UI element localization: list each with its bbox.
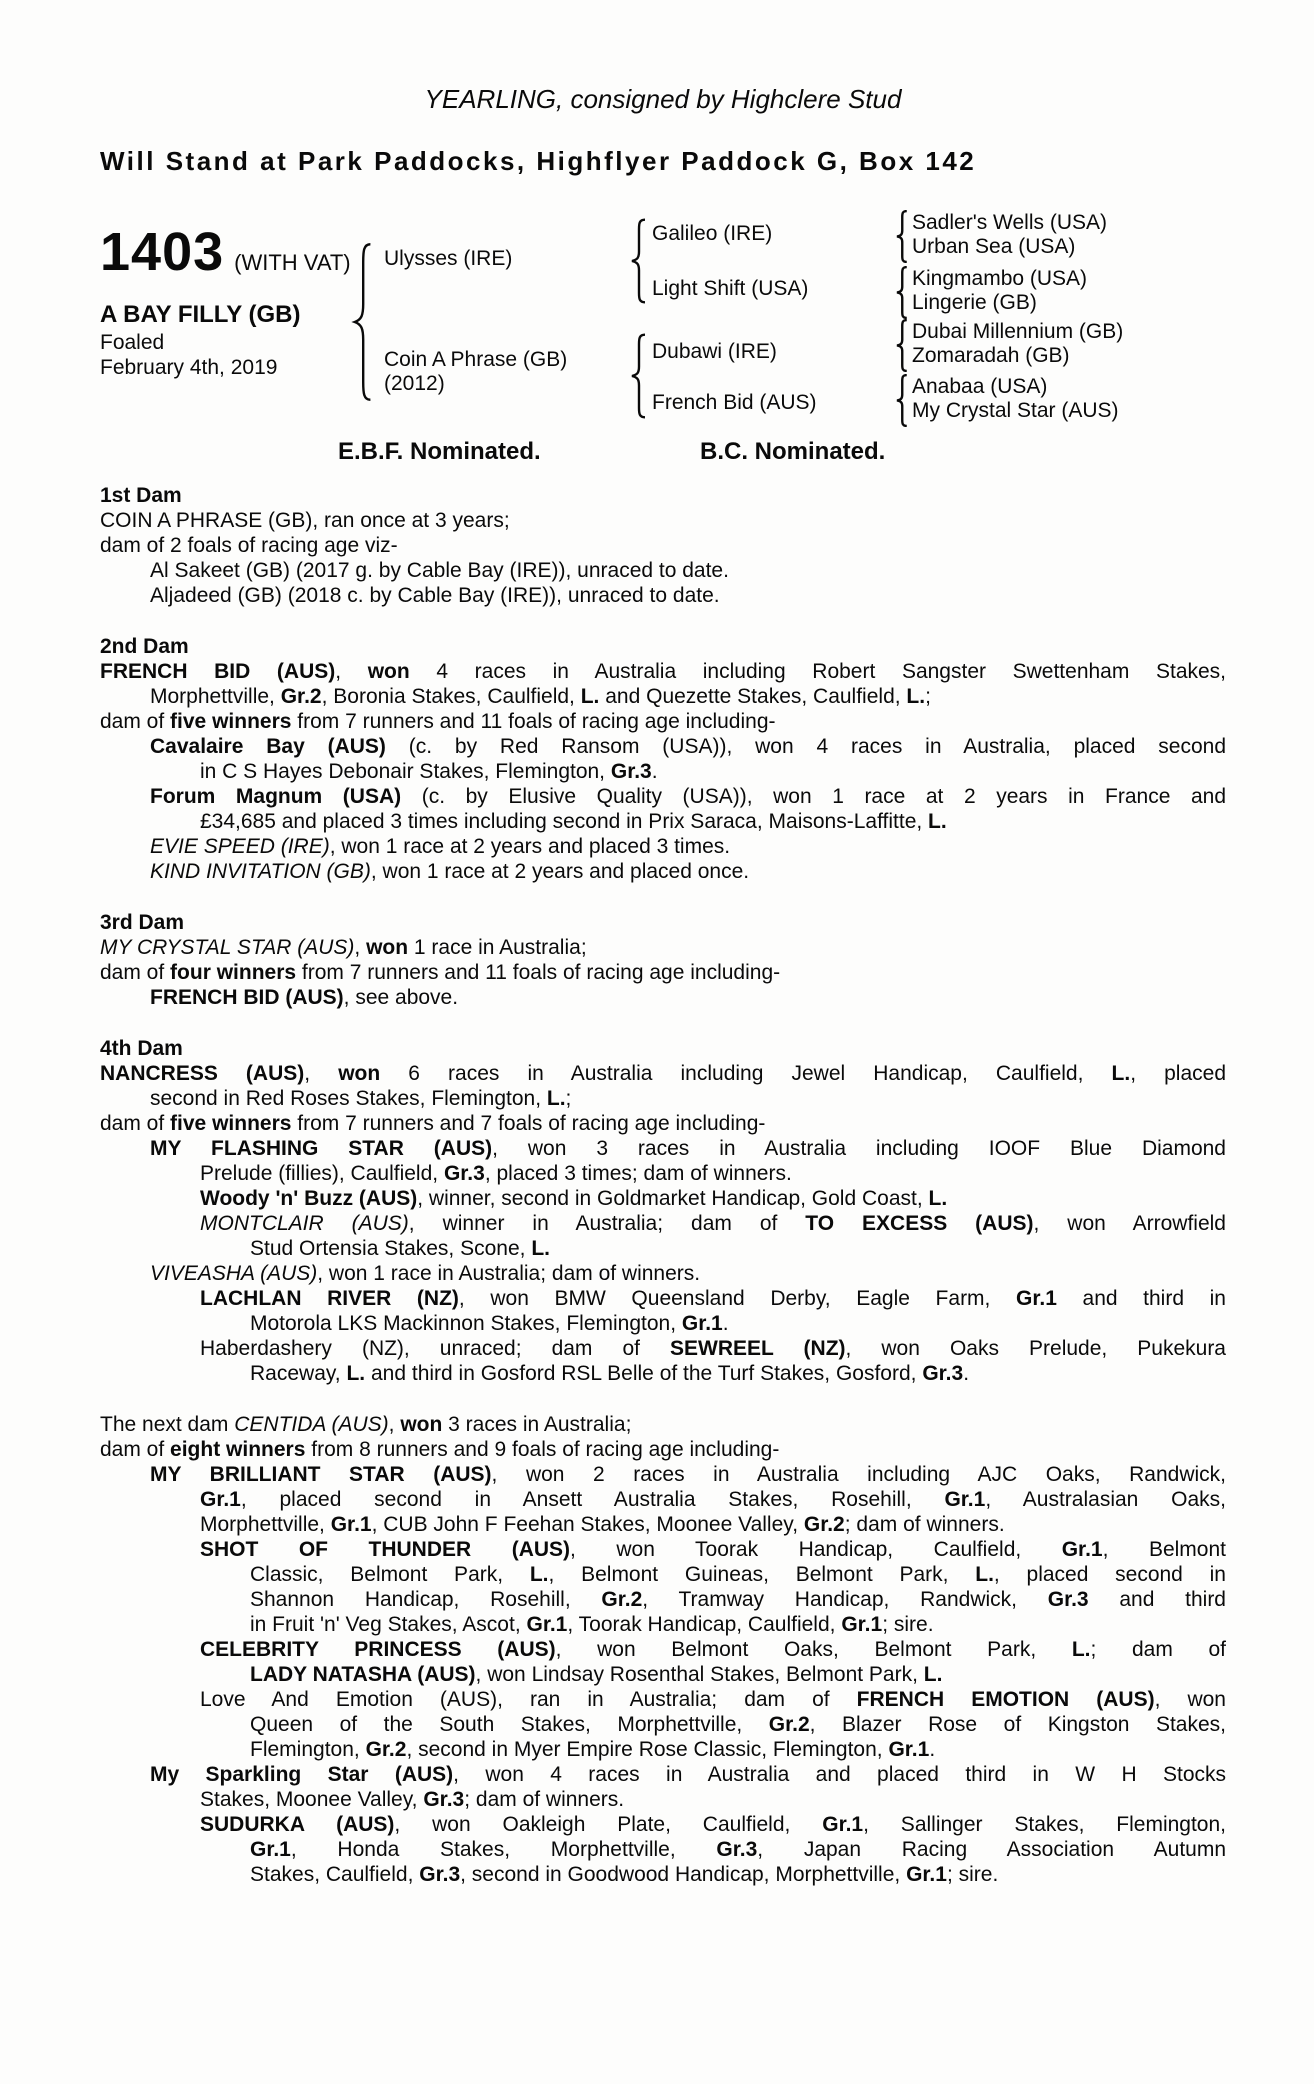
text-run: , Belmont Guineas, Belmont Park, — [548, 1563, 976, 1586]
text-run: L. — [531, 1237, 550, 1260]
text-run: , placed 3 times; dam of winners. — [484, 1162, 792, 1185]
text-run: L. — [923, 1663, 943, 1686]
text-run: in Fruit 'n' Veg Stakes, Ascot, — [250, 1613, 527, 1636]
text-run: Gr.2 — [601, 1588, 643, 1611]
catalog-line — [100, 960, 1226, 985]
catalog-line — [100, 985, 1226, 1010]
text-run: , — [335, 660, 368, 683]
text-run: (c. by Red Ransom (USA)), won 4 races in Australia, placed second — [385, 735, 1226, 758]
text-run: SHOT OF THUNDER (AUS) — [200, 1538, 571, 1561]
text-run: Gr.2 — [280, 685, 322, 708]
text-run: L. — [346, 1362, 366, 1385]
text-run: Classic, Belmont Park, — [250, 1563, 530, 1586]
catalog-line — [100, 1612, 1226, 1637]
text-run: five winners — [170, 710, 292, 733]
catalog-line — [100, 1186, 1226, 1211]
text-run: , won 1 race at 2 years and placed 3 times. — [329, 835, 731, 858]
catalog-line — [100, 1712, 1226, 1737]
text-run: in C S Hayes Debonair Stakes, Flemington, — [200, 760, 611, 783]
text-run: , winner in Australia; dam of — [408, 1212, 806, 1235]
catalog-line — [100, 1812, 1226, 1837]
text-run: MY FLASHING STAR (AUS) — [150, 1137, 493, 1160]
text-run: ; — [925, 685, 931, 708]
text-run: (c. by Elusive Quality (USA)), won 1 race at 2 years in France and — [401, 785, 1226, 808]
text-run: Gr.1 — [944, 1488, 986, 1511]
catalog-line — [100, 1537, 1226, 1562]
text-run: , won 2 races in Australia including AJC Oaks, Randwick, — [491, 1463, 1226, 1486]
text-run: , — [388, 1413, 401, 1436]
text-run: , won 1 race in Australia; dam of winners. — [317, 1262, 701, 1285]
catalog-line — [100, 1512, 1226, 1537]
text-run: Gr.3 — [423, 1788, 465, 1811]
dam-sire-name: Dubawi (IRE) — [652, 340, 777, 363]
vat-note: (WITH VAT) — [234, 250, 351, 275]
catalog-page — [0, 84, 1314, 1887]
catalog-line — [100, 659, 1226, 684]
text-run: ; dam of — [1090, 1638, 1226, 1661]
text-run: TO EXCESS (AUS) — [805, 1212, 1034, 1235]
pedigree-brace-gp3 — [894, 319, 909, 372]
dam-section — [100, 634, 1226, 884]
text-run: Gr.3 — [922, 1362, 964, 1385]
text-run: , Sallinger Stakes, Flemington, — [863, 1813, 1226, 1836]
ebf-nomination: E.B.F. Nominated. — [338, 438, 541, 465]
catalog-line — [100, 558, 1226, 583]
text-run: FRENCH BID (AUS) — [100, 660, 336, 683]
grandparent-name: My Crystal Star (AUS) — [912, 399, 1119, 422]
catalog-line — [100, 1086, 1226, 1111]
text-run: CELEBRITY PRINCESS (AUS) — [200, 1638, 556, 1661]
text-run: won — [338, 1062, 381, 1085]
text-run: Gr.2 — [768, 1713, 810, 1736]
text-run: My Sparkling Star (AUS) — [150, 1763, 454, 1786]
catalog-line — [100, 1286, 1226, 1311]
text-run: , Honda Stakes, Morphettville, — [290, 1838, 717, 1861]
dam-section — [100, 910, 1226, 1010]
text-run: Gr.1 — [888, 1738, 930, 1761]
catalog-line — [100, 1487, 1226, 1512]
consignor-header: YEARLING, consigned by Highclere Stud — [424, 84, 902, 114]
text-run: Gr.3 — [716, 1838, 758, 1861]
pedigree-brace-main — [350, 241, 374, 403]
text-run: , won Toorak Handicap, Caulfield, — [570, 1538, 1062, 1561]
text-run: EVIE SPEED (IRE) — [150, 835, 330, 858]
text-run: VIVEASHA (AUS) — [150, 1262, 318, 1285]
text-run: £34,685 and placed 3 times including second in Prix Saraca, Maisons-Laffitte, — [200, 810, 929, 833]
text-run: Gr.3 — [443, 1162, 485, 1185]
text-run: , won Belmont Oaks, Belmont Park, — [555, 1638, 1072, 1661]
catalog-line — [100, 508, 1226, 533]
text-run: Shannon Handicap, Rosehill, — [250, 1588, 602, 1611]
catalog-line — [100, 784, 1226, 809]
section-heading: 1st Dam — [100, 484, 182, 507]
text-run: Gr.1 — [906, 1863, 947, 1886]
text-run: L. — [546, 1087, 566, 1110]
text-run: L. — [580, 685, 600, 708]
lot-line — [100, 222, 351, 282]
lot-number: 1403 — [100, 222, 225, 282]
text-run: L. — [1071, 1638, 1091, 1661]
text-run: , won Lindsay Rosenthal Stakes, Belmont Park, — [475, 1663, 924, 1686]
text-run: Gr.3 — [419, 1863, 461, 1886]
text-run: Gr.3 — [610, 760, 652, 783]
text-run: Stud Ortensia Stakes, Scone, — [250, 1237, 532, 1260]
text-run: Gr.1 — [681, 1312, 723, 1335]
text-run: , won 1 race at 2 years and placed once. — [370, 860, 750, 883]
text-run: won — [400, 1413, 443, 1436]
catalog-line — [100, 1061, 1226, 1086]
text-run: , won Oaks Prelude, Pukekura — [845, 1337, 1226, 1360]
text-run: ; dam of winners. — [464, 1788, 625, 1811]
text-run: L. — [928, 1187, 948, 1210]
text-run: dam of — [100, 961, 171, 984]
catalog-line — [100, 935, 1226, 960]
text-run: NANCRESS (AUS) — [100, 1062, 305, 1085]
text-run: eight winners — [170, 1438, 306, 1461]
sire-sire-name: Galileo (IRE) — [652, 222, 773, 245]
text-run: Gr.1 — [1016, 1287, 1057, 1310]
text-run: , placed second in — [993, 1563, 1226, 1586]
catalog-line — [100, 709, 1226, 734]
text-run: dam of — [100, 710, 171, 733]
text-run: Gr.1 — [822, 1813, 864, 1836]
catalog-line — [100, 759, 1226, 784]
text-run: , won 4 races in Australia and placed third in W H Stocks — [453, 1763, 1226, 1786]
text-run: Raceway, — [250, 1362, 347, 1385]
horse-description: A BAY FILLY (GB) — [100, 301, 301, 328]
text-run: dam of — [100, 1438, 171, 1461]
text-run: Gr.1 — [526, 1613, 568, 1636]
catalog-line — [100, 734, 1226, 759]
catalog-line — [100, 1261, 1226, 1286]
text-run: Gr.2 — [365, 1738, 407, 1761]
pedigree-brace-dam — [628, 333, 648, 419]
text-run: Prelude (fillies), Caulfield, — [200, 1162, 444, 1185]
text-run: second in Red Roses Stakes, Flemington, — [150, 1087, 547, 1110]
text-run: , placed — [1130, 1062, 1227, 1085]
text-run: from 8 runners and 9 foals of racing age including- — [305, 1438, 780, 1461]
dam-sections — [100, 483, 1226, 1887]
text-run: Al Sakeet (GB) (2017 g. by Cable Bay (IRE)), unraced to date. — [150, 559, 729, 582]
text-run: . — [651, 760, 658, 783]
catalog-line — [100, 1862, 1226, 1887]
text-run: , Japan Racing Association Autumn — [757, 1838, 1226, 1861]
text-run: Forum Magnum (USA) — [150, 785, 402, 808]
catalog-line — [100, 1311, 1226, 1336]
text-run: Cavalaire Bay (AUS) — [150, 735, 386, 758]
grandparent-name: Urban Sea (USA) — [912, 235, 1076, 258]
text-run: and third — [1088, 1588, 1226, 1611]
text-run: and Quezette Stakes, Caulfield, — [599, 685, 907, 708]
catalog-line — [100, 1361, 1226, 1386]
dam-section — [100, 1412, 1226, 1887]
text-run: Gr.1 — [1061, 1538, 1103, 1561]
text-run: L. — [928, 810, 947, 833]
text-run: Love And Emotion (AUS), ran in Australia; dam of — [200, 1688, 857, 1711]
text-run: Stakes, Caulfield, — [250, 1863, 420, 1886]
text-run: MY CRYSTAL STAR (AUS) — [100, 936, 355, 959]
catalog-line — [100, 1211, 1226, 1236]
catalog-line — [100, 1161, 1226, 1186]
text-run: , Belmont — [1102, 1538, 1226, 1561]
grandparent-name: Dubai Millennium (GB) — [912, 320, 1124, 343]
text-run: , Tramway Handicap, Randwick, — [642, 1588, 1048, 1611]
text-run: , Boronia Stakes, Caulfield, — [321, 685, 581, 708]
text-run: . — [722, 1312, 729, 1335]
text-run: CENTIDA (AUS) — [234, 1413, 389, 1436]
text-run: , Toorak Handicap, Caulfield, — [567, 1613, 842, 1636]
text-run: , CUB John F Feehan Stakes, Moonee Valley, — [371, 1513, 804, 1536]
text-run: 6 races in Australia including Jewel Handicap, Caulfield, — [380, 1062, 1112, 1085]
text-run: from 7 runners and 7 foals of racing age including- — [291, 1112, 766, 1135]
catalog-line — [100, 1662, 1226, 1687]
text-run: , second in Goodwood Handicap, Morphettville, — [460, 1863, 907, 1886]
text-run: from 7 runners and 11 foals of racing age including- — [296, 961, 781, 984]
sire-name: Ulysses (IRE) — [384, 247, 513, 270]
text-run: MONTCLAIR (AUS) — [200, 1212, 409, 1235]
text-run: , winner, second in Goldmarket Handicap, Gold Coast, — [417, 1187, 929, 1210]
foaled-date: February 4th, 2019 — [100, 356, 278, 379]
text-run: Queen of the South Stakes, Morphettville, — [250, 1713, 769, 1736]
pedigree-brace-sire — [628, 218, 648, 304]
text-run: , placed second in Ansett Australia Stakes, Rosehill, — [240, 1488, 945, 1511]
dam-dam-name: French Bid (AUS) — [652, 391, 817, 414]
dam-name: Coin A Phrase (GB) — [384, 348, 568, 371]
catalog-line — [100, 1437, 1226, 1462]
catalog-line — [100, 1837, 1226, 1862]
text-run: , Australasian Oaks, — [985, 1488, 1226, 1511]
pedigree-block — [100, 211, 1226, 483]
text-run: , — [304, 1062, 339, 1085]
text-run: ; sire. — [946, 1863, 999, 1886]
text-run: , won 3 races in Australia including IOOF Blue Diamond — [492, 1137, 1226, 1160]
text-run: , won — [1154, 1688, 1226, 1711]
text-run: , see above. — [343, 986, 459, 1009]
text-run: Flemington, — [250, 1738, 366, 1761]
text-run: Morphettville, — [200, 1513, 331, 1536]
catalog-line — [100, 1587, 1226, 1612]
catalog-line — [100, 1236, 1226, 1261]
text-run: FRENCH EMOTION (AUS) — [856, 1688, 1155, 1711]
catalog-line — [100, 1687, 1226, 1712]
pedigree-brace-gp1 — [894, 210, 909, 263]
text-run: Gr.1 — [330, 1513, 372, 1536]
catalog-line — [100, 1762, 1226, 1787]
catalog-line — [100, 834, 1226, 859]
foaled-label: Foaled — [100, 331, 165, 354]
catalog-line — [100, 684, 1226, 709]
text-run: won — [367, 660, 410, 683]
text-run: , won Oakleigh Plate, Caulfield, — [394, 1813, 823, 1836]
text-run: Aljadeed (GB) (2018 c. by Cable Bay (IRE)), unraced to date. — [150, 584, 720, 607]
text-run: from 7 runners and 11 foals of racing age including- — [291, 710, 776, 733]
text-run: 4 races in Australia including Robert Sangster Swettenham Stakes, — [409, 660, 1227, 683]
text-run: SUDURKA (AUS) — [200, 1813, 395, 1836]
text-run: L. — [975, 1563, 994, 1586]
catalog-line — [100, 583, 1226, 608]
catalog-line — [100, 1136, 1226, 1161]
pedigree-brace-gp4 — [894, 374, 909, 427]
text-run: The next dam — [100, 1413, 235, 1436]
stabling-header: Will Stand at Park Paddocks, Highflyer Paddock G, Box 142 — [100, 146, 977, 176]
text-run: Stakes, Moonee Valley, — [200, 1788, 424, 1811]
text-run: LADY NATASHA (AUS) — [250, 1663, 476, 1686]
grandparent-name: Kingmambo (USA) — [912, 267, 1088, 290]
grandparent-name: Lingerie (GB) — [912, 291, 1037, 314]
text-run: . — [963, 1362, 970, 1385]
catalog-line — [100, 1336, 1226, 1361]
text-run: MY BRILLIANT STAR (AUS) — [150, 1463, 492, 1486]
catalog-line — [100, 1737, 1226, 1762]
text-run: , — [354, 936, 367, 959]
text-run: 1 race in Australia; — [408, 936, 587, 959]
text-run: and third in — [1056, 1287, 1226, 1310]
text-run: 3 races in Australia; — [442, 1413, 632, 1436]
catalog-line — [100, 1637, 1226, 1662]
text-run: Haberdashery (NZ), unraced; dam of — [200, 1337, 671, 1360]
text-run: SEWREEL (NZ) — [670, 1337, 846, 1360]
text-run: Gr.1 — [841, 1613, 883, 1636]
catalog-line — [100, 859, 1226, 884]
text-run: . — [929, 1738, 936, 1761]
text-run: , second in Myer Empire Rose Classic, Flemington, — [406, 1738, 889, 1761]
text-run: FRENCH BID (AUS) — [150, 986, 344, 1009]
text-run: won — [366, 936, 409, 959]
text-run: L. — [906, 685, 926, 708]
text-run: Motorola LKS Mackinnon Stakes, Flemington, — [250, 1312, 682, 1335]
text-run: Morphettville, — [150, 685, 281, 708]
text-run: , won BMW Queensland Derby, Eagle Farm, — [458, 1287, 1017, 1310]
text-run: KIND INVITATION (GB) — [150, 860, 371, 883]
dam-section — [100, 1036, 1226, 1386]
dam-section — [100, 483, 1226, 608]
grandparent-name: Sadler's Wells (USA) — [912, 211, 1107, 234]
text-run: COIN A PHRASE (GB), ran once at 3 years; — [100, 509, 510, 532]
text-run: Gr.1 — [200, 1488, 241, 1511]
text-run: , Blazer Rose of Kingston Stakes, — [809, 1713, 1226, 1736]
text-run: ; sire. — [882, 1613, 934, 1636]
text-run: and third in Gosford RSL Belle of the Turf Stakes, Gosford, — [365, 1362, 923, 1385]
catalog-line — [100, 533, 1226, 558]
text-run: dam of — [100, 1112, 171, 1135]
pedigree-brace-gp2 — [894, 266, 909, 319]
text-run: ; — [565, 1087, 572, 1110]
text-run: five winners — [170, 1112, 292, 1135]
catalog-line — [100, 1111, 1226, 1136]
text-run: four winners — [170, 961, 297, 984]
text-run: Gr.3 — [1047, 1588, 1089, 1611]
text-run: LACHLAN RIVER (NZ) — [200, 1287, 459, 1310]
text-run: L. — [529, 1563, 549, 1586]
text-run: , won Arrowfield — [1033, 1212, 1226, 1235]
catalog-line — [100, 1412, 1226, 1437]
catalog-line — [100, 1787, 1226, 1812]
dam-year: (2012) — [384, 372, 445, 395]
section-heading: 3rd Dam — [100, 911, 185, 934]
section-heading: 4th Dam — [100, 1037, 183, 1060]
text-run: Woody 'n' Buzz (AUS) — [200, 1187, 418, 1210]
text-run: Gr.1 — [250, 1838, 291, 1861]
text-run: ; dam of winners. — [844, 1513, 1005, 1536]
section-heading: 2nd Dam — [100, 635, 189, 658]
catalog-line — [100, 809, 1226, 834]
bc-nomination: B.C. Nominated. — [700, 438, 886, 465]
text-run: L. — [1111, 1062, 1131, 1085]
text-run: Gr.2 — [803, 1513, 845, 1536]
sire-dam-name: Light Shift (USA) — [652, 277, 809, 300]
text-run: dam of 2 foals of racing age viz- — [100, 534, 398, 557]
grandparent-name: Anabaa (USA) — [912, 375, 1048, 398]
catalog-line — [100, 1462, 1226, 1487]
grandparent-name: Zomaradah (GB) — [912, 344, 1070, 367]
catalog-line — [100, 1562, 1226, 1587]
